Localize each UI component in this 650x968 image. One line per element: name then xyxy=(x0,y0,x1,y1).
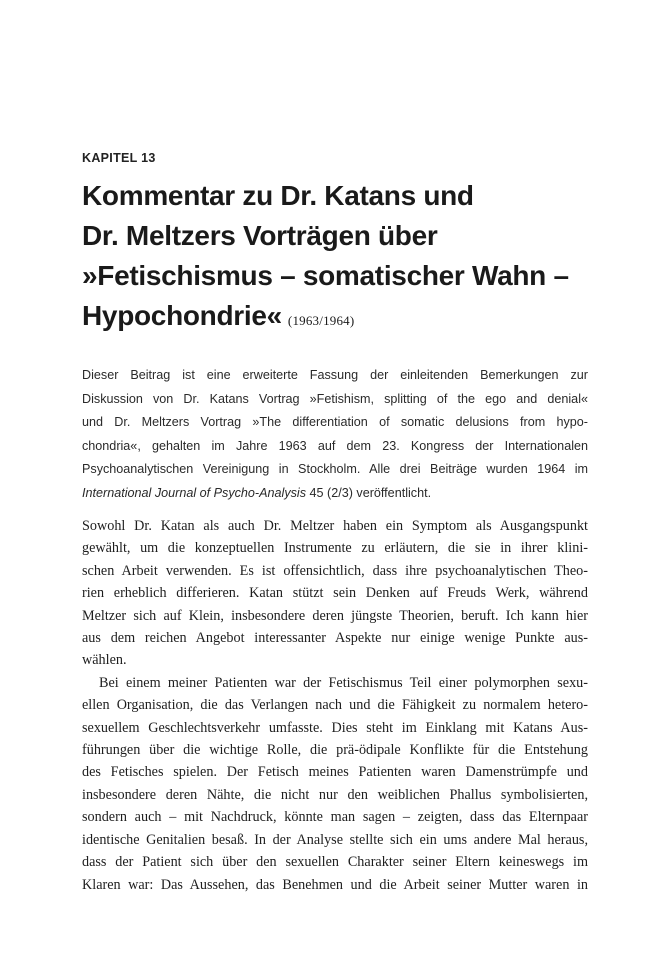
intro-note-line: chondria«, gehalten im Jahre 1963 auf dem 23. Kongress der Internationalen xyxy=(82,438,588,453)
intro-note-line-rest: 45 (2/3) veröffentlicht. xyxy=(306,485,432,500)
body-text xyxy=(82,515,588,896)
paragraph-line: des Fetisches spielen. Der Fetisch meines Patienten waren Damenstrümpfe und xyxy=(82,764,588,781)
chapter-label: KAPITEL 13 xyxy=(82,151,156,165)
paragraph-line: Sowohl Dr. Katan als auch Dr. Meltzer haben ein Symptom als Ausgangspunkt xyxy=(82,518,588,534)
paragraph-line: Bei einem meiner Patienten war der Fetischismus Teil einer polymorphen sexu- xyxy=(99,674,588,691)
paragraph-line: insbesondere deren Nähte, die nicht nur den weiblichen Phallus symbolisierten, xyxy=(82,786,588,803)
chapter-title-last: Hypochondrie« xyxy=(82,300,282,331)
paragraph-line: aus dem reichen Angebot interessanter Aspekte nur einige wenige Punkte aus- xyxy=(82,630,588,647)
paragraph-line: wählen. xyxy=(82,652,127,669)
intro-note-line xyxy=(82,482,588,506)
intro-note-line: Dieser Beitrag ist eine erweiterte Fassung der einleitenden Bemerkungen zur xyxy=(82,368,588,382)
intro-note xyxy=(82,364,588,506)
paragraph-line: sondern auch – mit Nachdruck, könnte man sagen – zeigten, dass das Elternpaar xyxy=(82,809,588,826)
paragraph-line: rien erheblich differieren. Katan stützt sein Denken auf Freuds Werk, während xyxy=(82,585,588,602)
intro-note-line: Diskussion von Dr. Katans Vortrag »Fetishism, splitting of the ego and denial« xyxy=(82,391,588,406)
chapter-title-line xyxy=(82,296,602,341)
intro-note-line: Psychoanalytischen Vereinigung in Stockholm. Alle drei Beiträge wurden 1964 im xyxy=(82,462,588,477)
paragraph-2 xyxy=(82,672,588,896)
chapter-title-line: Dr. Meltzers Vorträgen über xyxy=(82,220,438,251)
chapter-title-line: Kommentar zu Dr. Katans und xyxy=(82,180,474,211)
paragraph-line: gewählt, um die konzeptuellen Instrumente zu erläutern, die sie in ihrer klini- xyxy=(82,540,588,557)
chapter-years: (1963/1964) xyxy=(287,313,355,328)
paragraph-line: ellen Organisation, die das Verlangen nach und die Fähigkeit zu normalem hetero- xyxy=(82,697,588,714)
paragraph-line: führungen über die wichtige Rolle, die prä-ödipale Konflikte für die Entstehung xyxy=(82,742,588,759)
intro-note-line: und Dr. Meltzers Vortrag »The differentiation of somatic delusions from hypo- xyxy=(82,415,588,430)
paragraph-1 xyxy=(82,515,588,672)
paragraph-line: schen Arbeit verwenden. Es ist offensichtlich, dass ihre psychoanalytischen Theo- xyxy=(82,562,588,579)
paragraph-line: identische Genitalien besaß. In der Analyse stellte sich ein ums andere Mal heraus, xyxy=(82,831,588,848)
paragraph-line: dass der Patient sich über den sexuellen Charakter seiner Eltern keineswegs im xyxy=(82,854,588,871)
paragraph-line: Klaren war: Das Aussehen, das Benehmen und die Arbeit seiner Mutter waren in xyxy=(82,876,588,893)
paragraph-line: sexuellem Geschlechtsverkehr umfasste. Dies steht im Einklang mit Katans Aus- xyxy=(82,719,588,736)
journal-title: International Journal of Psycho-Analysis xyxy=(82,485,307,500)
paragraph-line: Meltzer sich auf Klein, insbesondere deren jüngste Theorien, beruft. Ich kann hier xyxy=(82,607,588,624)
chapter-title xyxy=(82,176,602,341)
chapter-title-line: »Fetischismus – somatischer Wahn – xyxy=(82,260,569,291)
